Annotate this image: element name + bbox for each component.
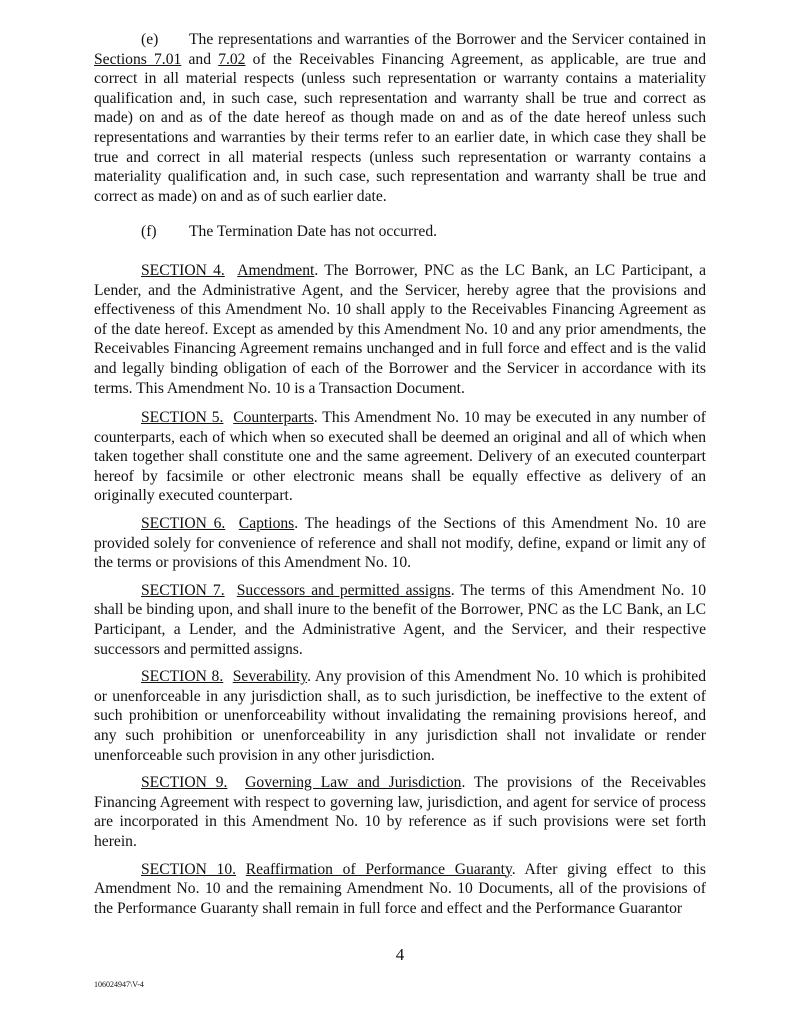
section-number: SECTION 9.: [141, 774, 228, 792]
section-reference: 7.02: [218, 50, 246, 68]
clause-text: The representations and warranties of the Borrower and the Servicer contained in: [189, 31, 706, 48]
section-text: . The provisions of the Receivables Financing Agreement with respect to governing law, jurisdiction, and agent for service of process are incorporated in this Amendment No. 10 by reference as if such provisions were set forth herein.: [94, 774, 706, 850]
section-6: [94, 514, 706, 573]
section-number: SECTION 5.: [141, 409, 224, 427]
section-text: . The terms of this Amendment No. 10 shall be binding upon, and shall inure to the benefit of the Borrower, PNC as the LC Bank, an LC Participant, a Lender, and the Administrative Agent, and the Servicer, and their respective successors and permitted assigns.: [94, 581, 707, 658]
clause-text: of the Receivables Financing Agreement, as applicable, are true and correct in all material respects (unless such representation or warranty contains a materiality qualification and, in such case, such representation and warranty shall be true and correct as made) on and as of the date hereof as though made on and as of the date hereof unless such representations and warranties by their terms refer to an earlier date, in which case they shall be true and correct in all material respects (unless such representation or warranty contains a materiality qualification and, in such case, such representation and warranty shall be true and correct as made) on and as of such earlier date.: [94, 50, 707, 205]
clause-label: (e): [141, 31, 159, 48]
section-heading: Severability: [232, 668, 308, 686]
section-8: [94, 667, 706, 765]
section-reference: Sections 7.01: [94, 50, 182, 68]
clause-label: (f): [141, 223, 157, 241]
section-10: [94, 860, 706, 919]
clause-text: The Termination Date has not occurred.: [189, 223, 438, 241]
section-number: SECTION 10.: [141, 860, 237, 878]
section-heading: Counterparts: [233, 409, 314, 427]
section-text: . The headings of the Sections of this Amendment No. 10 are provided solely for convenience of reference and shall not modify, define, expand or limit any of the terms or provisions of this Amendment No. 10.: [94, 515, 707, 572]
section-4: [94, 261, 706, 398]
section-heading: Captions: [238, 515, 295, 533]
section-number: SECTION 4.: [141, 261, 225, 279]
section-heading: Successors and permitted assigns: [236, 581, 451, 599]
clause-text: and: [181, 50, 219, 68]
section-text: . The Borrower, PNC as the LC Bank, an LC Participant, a Lender, and the Administrative Agent, and the Servicer, hereby agree that the provisions and effectiveness of this Amendment No. 10 shall apply to the Receivables Financing Agreement as of the date hereof. Except as amended by this Amendment No. 10 and any prior amendments, the Receivables Financing Agreement remains unchanged and in full force and effect and is the valid and legally binding obligation of each of the Borrower and the Servicer in accordance with its terms. This Amendment No. 10 is a Transaction Document.: [94, 261, 707, 397]
paragraph-e: [94, 30, 706, 206]
footer-doc-id: 106024947\V-4: [94, 980, 144, 990]
section-number: SECTION 6.: [141, 515, 226, 533]
section-text: . This Amendment No. 10 may be executed in any number of counterparts, each of which when so executed shall be deemed an original and all of which when taken together shall constitute one and the same agreement. Delivery of an executed counterpart hereof by facsimile or other electronic means shall be equally effective as delivery of an originally executed counterpart.: [94, 409, 706, 505]
section-number: SECTION 8.: [141, 668, 224, 686]
paragraph-f: [94, 222, 706, 242]
section-heading: Amendment: [237, 261, 315, 279]
section-text: . Any provision of this Amendment No. 10 which is prohibited or unenforceable in any jurisdiction shall, as to such jurisdiction, be ineffective to the extent of such prohibition or unenforceability without invalidating the remaining provisions hereof, and any such prohibition or unenforceability in any jurisdiction shall not invalidate or render unenforceable such provision in any other jurisdiction.: [94, 668, 706, 764]
section-5: [94, 408, 706, 506]
page-number: 4: [395, 945, 405, 965]
section-7: [94, 581, 706, 659]
section-heading: Reaffirmation of Performance Guaranty: [245, 860, 512, 878]
section-9: [94, 773, 706, 851]
section-text: . After giving effect to this Amendment No. 10 and the remaining Amendment No. 10 Documents, all of the provisions of the Performance Guaranty shall remain in full force and effect and the Performance Guarantor: [94, 860, 706, 917]
section-number: SECTION 7.: [141, 581, 225, 599]
section-heading: Governing Law and Jurisdiction: [245, 774, 462, 792]
